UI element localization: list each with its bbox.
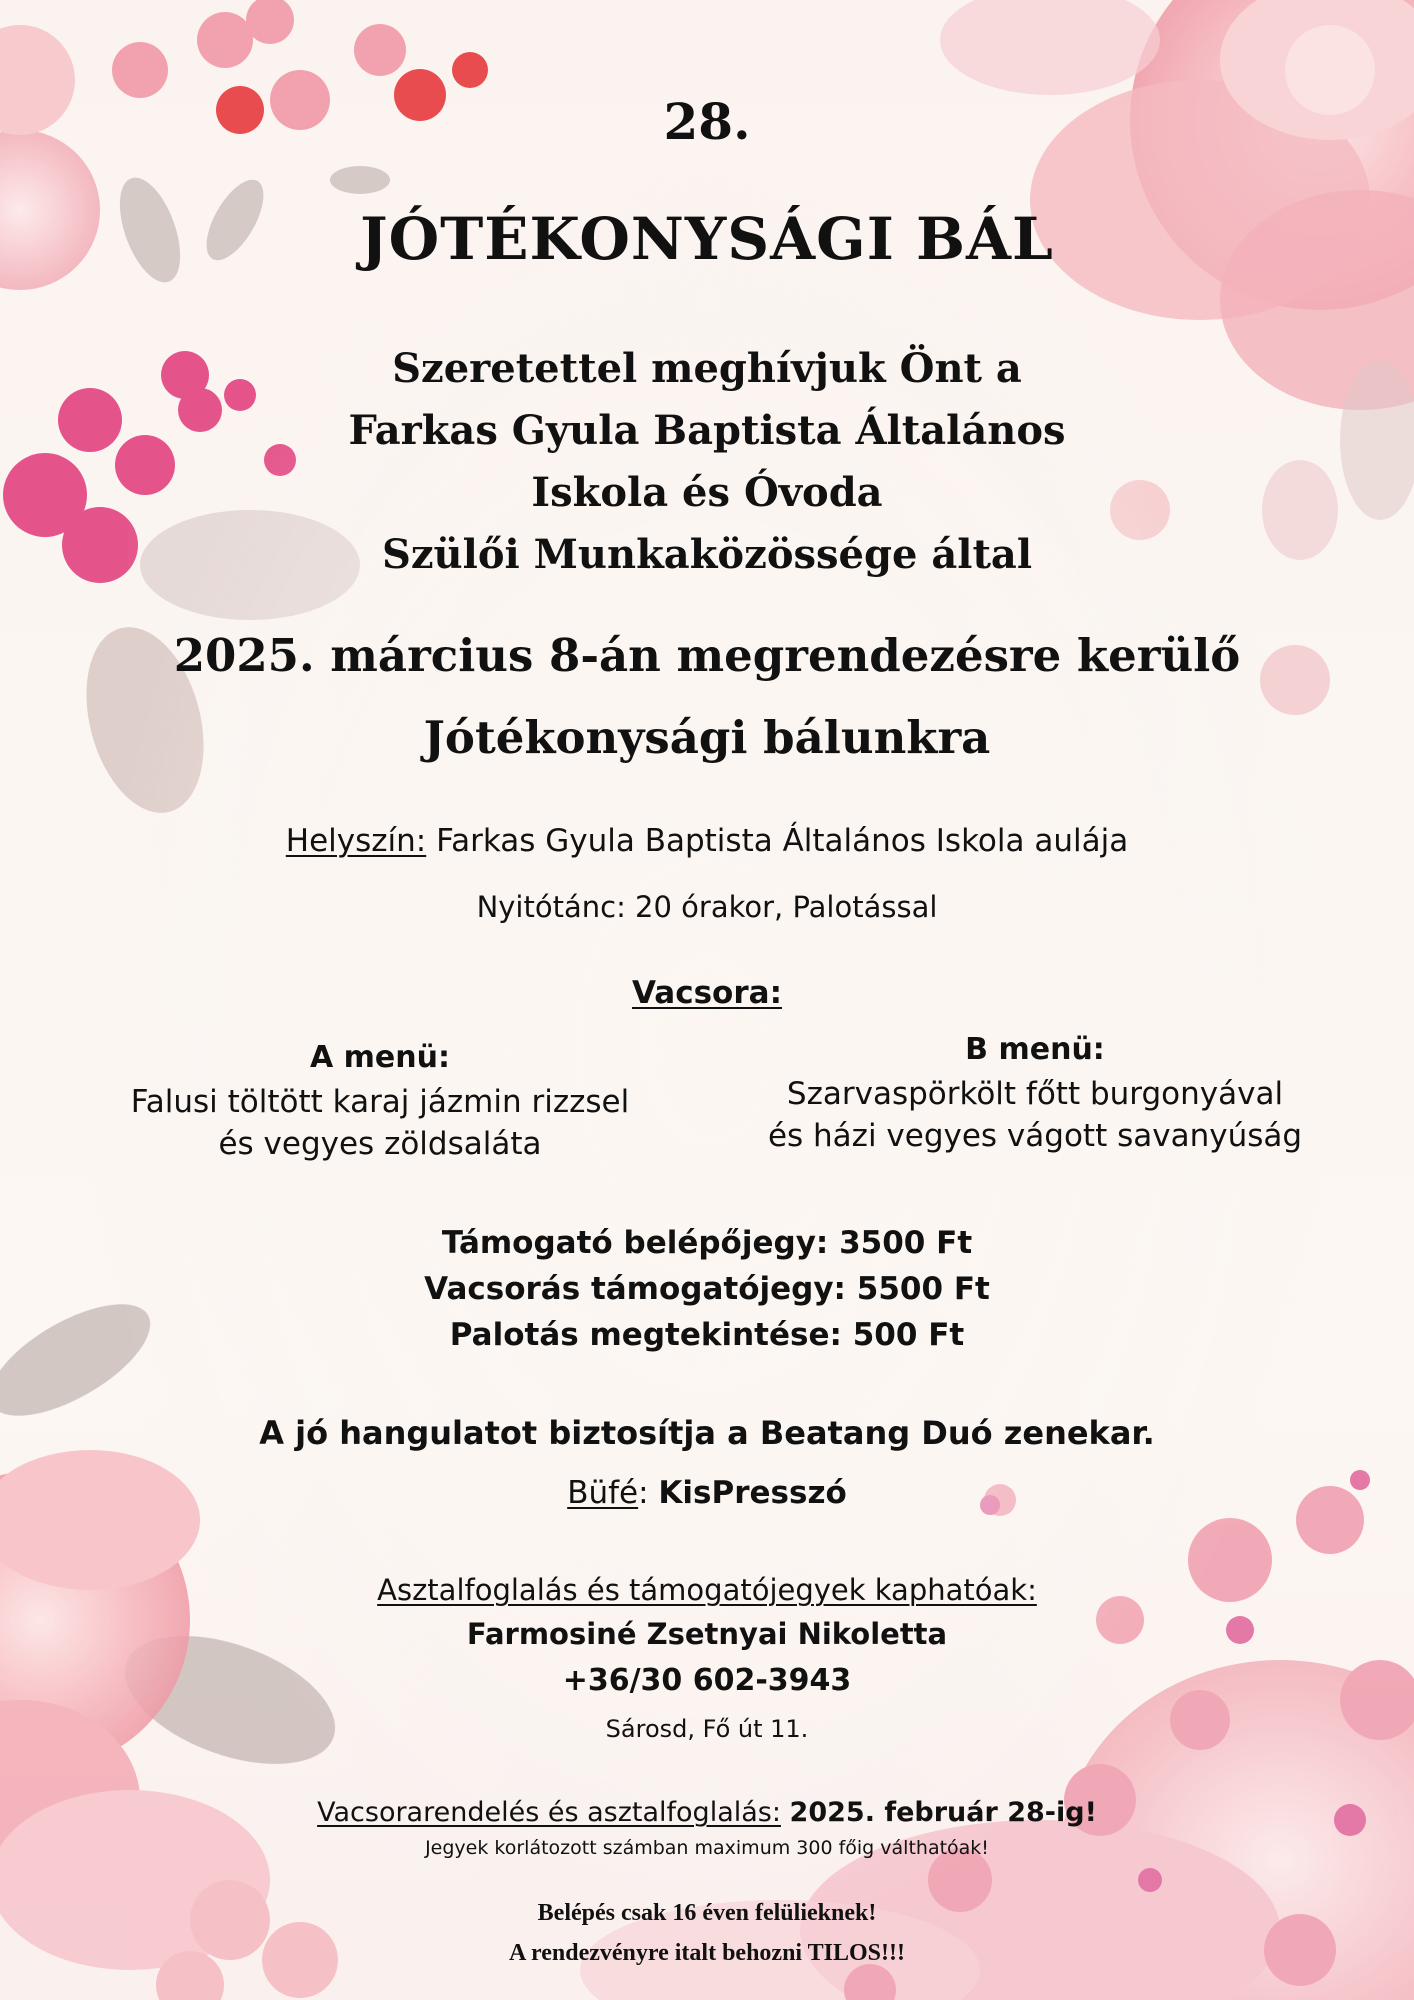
date-line: Jótékonysági bálunkra [423,711,991,764]
buffet [0,1475,1414,1511]
invitation-line: Szülői Munkaközössége által [381,531,1033,578]
buffet-value: KisPresszó [658,1475,847,1511]
date-line: 2025. március 8-án megrendezésre kerülő [173,629,1241,682]
menu-a-line: Falusi töltött karaj jázmin rizzsel [130,1084,630,1120]
age-rule: Belépés csak 16 éven felülieknek! [537,1900,877,1926]
menu-a-line: és vegyes zöldsaláta [218,1126,542,1162]
order-deadline [0,1797,1414,1828]
deadline-value: 2025. február 28-ig! [789,1797,1097,1828]
edition-number: 28. [663,92,751,151]
deadline-label: Vacsorarendelés és asztalfoglalás: [317,1797,781,1828]
event-title: JÓTÉKONYSÁGI BÁL [360,205,1054,273]
dinner-heading: Vacsora: [632,975,782,1011]
invitation-text [0,338,1414,586]
buffet-label: Büfé [567,1475,639,1511]
band-info: A jó hangulatot biztosítja a Beatang Duó zenekar. [259,1414,1155,1452]
menu-b-line: és házi vegyes vágott savanyúság [767,1118,1303,1154]
opening-dance: Nyitótánc: 20 órakor, Palotással [476,890,938,924]
venue [0,823,1414,859]
menu-a [65,1040,695,1165]
ticket-limit: Jegyek korlátozott számban maximum 300 főig válthatóak! [425,1837,989,1859]
booking-heading: Asztalfoglalás és támogatójegyek kaphatóak: [377,1573,1037,1607]
venue-value: Farkas Gyula Baptista Általános Iskola aulája [436,823,1129,859]
menu-b-title: B menü: [965,1032,1105,1067]
booking-contact-name: Farmosiné Zsetnyai Nikoletta [466,1617,948,1651]
menu-b [715,1032,1355,1157]
booking-phone: +36/30 602-3943 [562,1663,852,1698]
venue-label: Helyszín: [285,823,427,859]
menu-a-title: A menü: [310,1040,450,1075]
menu-b-line: Szarvaspörkölt főtt burgonyával [786,1076,1284,1112]
ticket-prices [0,1220,1414,1358]
price-line: Támogató belépőjegy: 3500 Ft [441,1225,973,1261]
price-line: Vacsorás támogatójegy: 5500 Ft [424,1271,990,1307]
buffet-separator: : [638,1475,659,1511]
invitation-line: Iskola és Óvoda [531,469,883,516]
invitation-line: Farkas Gyula Baptista Általános [348,407,1066,454]
price-line: Palotás megtekintése: 500 Ft [449,1317,965,1353]
booking-address: Sárosd, Fő út 11. [605,1715,809,1743]
drinks-rule: A rendezvényre italt behozni TILOS!!! [509,1940,905,1966]
invitation-line: Szeretettel meghívjuk Önt a [392,345,1022,392]
event-date [0,615,1414,779]
